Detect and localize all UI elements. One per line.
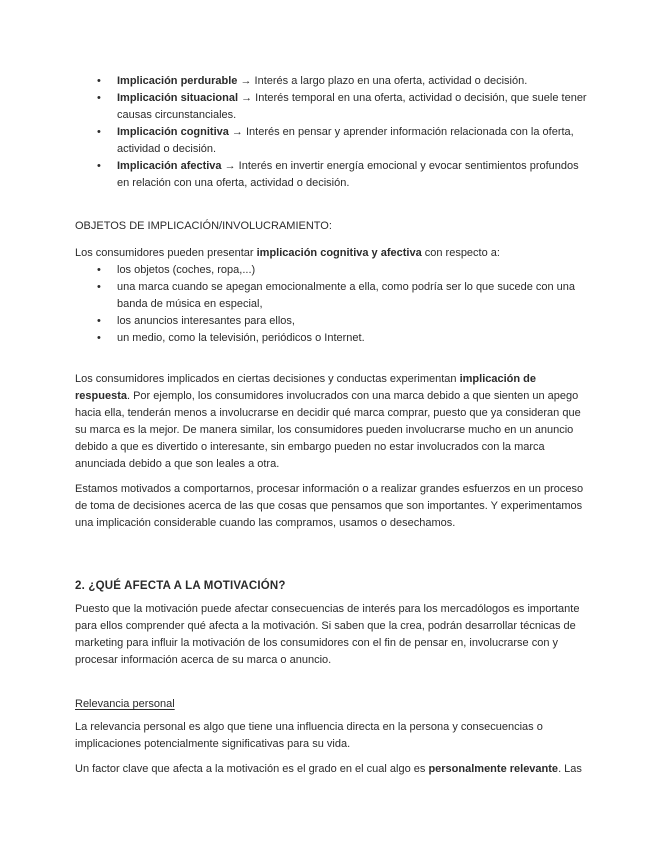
key-factor-paragraph <box>75 761 587 778</box>
paragraph-bold-text: implicación de respuesta <box>75 373 537 402</box>
list-item-text: → Interés temporal en una oferta, actividad o decisión, que suele tener causas circunstanciales. <box>117 92 587 121</box>
list-item-text: los objetos (coches, ropa,...) <box>117 264 256 276</box>
list-item <box>97 90 587 124</box>
bullet-icon: • <box>97 92 101 104</box>
list-item-lead: Implicación situacional <box>117 92 239 104</box>
list-item <box>97 73 587 90</box>
objects-section-heading: OBJETOS DE IMPLICACIÓN/INVOLUCRAMIENTO: <box>75 220 332 232</box>
response-implication-paragraph <box>75 371 587 473</box>
paragraph-text: . Las <box>558 763 582 775</box>
paragraph-text: con respecto a: <box>421 247 500 259</box>
implication-types-list <box>75 73 587 192</box>
paragraph-bold-text: personalmente relevante <box>428 763 559 775</box>
list-item <box>97 279 587 313</box>
bullet-icon: • <box>97 315 101 327</box>
list-item <box>97 158 587 192</box>
bullet-icon: • <box>97 264 101 276</box>
paragraph-bold-text: implicación cognitiva y afectiva <box>256 247 422 259</box>
motivation-section-heading: 2. ¿QUÉ AFECTA A LA MOTIVACIÓN? <box>75 580 286 592</box>
motivated-paragraph: Estamos motivados a comportarnos, procesar información o a realizar grandes esfuerzos en un proceso de toma de decisiones acerca de las que cosas que pensamos que son importantes. Y experimentamos una implicación considerable cuando las compramos, usamos o desechamos. <box>75 483 584 529</box>
list-item-text: una marca cuando se apegan emocionalmente a ella, como podría ser lo que sucede con una banda de música en especial, <box>117 281 576 310</box>
paragraph-text: Los consumidores pueden presentar <box>75 247 257 259</box>
list-item-text: → Interés en pensar y aprender información relacionada con la oferta, actividad o decisión. <box>117 126 574 155</box>
list-item <box>97 124 587 158</box>
list-item-text: un medio, como la televisión, periódicos o Internet. <box>117 332 365 344</box>
bullet-icon: • <box>97 332 101 344</box>
bullet-icon: • <box>97 281 101 293</box>
list-item <box>97 313 587 330</box>
paragraph-text: . Por ejemplo, los consumidores involucrados con una marca debido a que sienten un apego hacia ella, tenderán menos a involucrarse en decidir qué marca comprar, puesto que ya consideran que su marca es la mejor. De manera similar, los consumidores pueden involucrarse mucho en un anuncio debido a que es divertido o interesante, sin embargo pueden no estar involucrados con la marca anunciada debido a que son leales a otra. <box>75 390 581 470</box>
objects-intro-paragraph <box>75 245 587 262</box>
bullet-icon: • <box>97 75 101 87</box>
list-item-text: los anuncios interesantes para ellos, <box>117 315 295 327</box>
personal-relevance-paragraph: La relevancia personal es algo que tiene una influencia directa en la persona y consecuencias o implicaciones potencialmente significativas para su vida. <box>75 721 543 750</box>
motivation-paragraph: Puesto que la motivación puede afectar consecuencias de interés para los mercadólogos es importante para ellos comprender qué afecta a la motivación. Si saben que la crea, podrán desarrollar técnicas de marketing para influir la motivación de los consumidores con el fin de pensar en, involucrarse con y procesar información acerca de su marca o anuncio. <box>75 603 580 666</box>
personal-relevance-heading: Relevancia personal <box>75 698 175 710</box>
bullet-icon: • <box>97 126 101 138</box>
list-item-text: → Interés a largo plazo en una oferta, actividad o decisión. <box>240 75 528 87</box>
implication-objects-list <box>75 262 587 347</box>
paragraph-text: Los consumidores implicados en ciertas decisiones y conductas experimentan <box>75 373 460 385</box>
list-item <box>97 330 587 347</box>
list-item-text: → Interés en invertir energía emocional y evocar sentimientos profundos en relación con una oferta, actividad o decisión. <box>117 160 579 189</box>
list-item <box>97 262 587 279</box>
list-item-lead: Implicación afectiva <box>117 160 222 172</box>
list-item-lead: Implicación perdurable <box>117 75 238 87</box>
paragraph-text: Un factor clave que afecta a la motivación es el grado en el cual algo es <box>75 763 429 775</box>
bullet-icon: • <box>97 160 101 172</box>
list-item-lead: Implicación cognitiva <box>117 126 229 138</box>
